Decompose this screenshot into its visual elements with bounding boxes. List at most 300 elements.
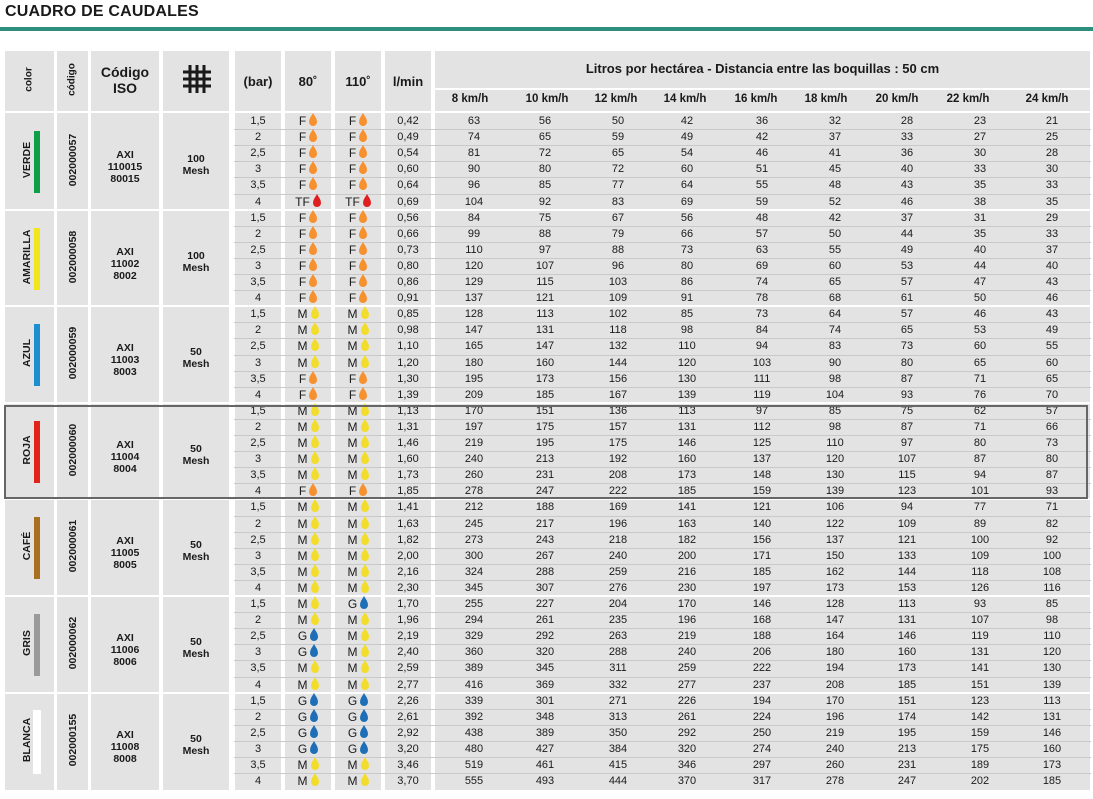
litros-value: 93 (900, 388, 914, 401)
litros-value: 88 (538, 227, 552, 240)
litros-value: 94 (900, 501, 914, 514)
litros-value: 294 (464, 614, 484, 627)
litros-value: 33 (1045, 227, 1059, 240)
litros-value: 46 (755, 147, 769, 160)
litros-value: 60 (973, 340, 987, 353)
iso-code: 11003 (110, 354, 140, 367)
nozzle-110-class (335, 499, 381, 515)
litros-value: 209 (464, 388, 484, 401)
drop-letter: M (297, 436, 308, 450)
drop-letter: F (348, 130, 357, 145)
litros-value: 113 (536, 308, 554, 321)
bar-value: 1,5 (250, 308, 266, 321)
litros-value: 87 (1045, 469, 1059, 482)
drop-letter: M (347, 774, 358, 789)
litros-value: 126 (970, 581, 990, 594)
litros-value: 78 (755, 292, 769, 305)
drop-letter: M (297, 339, 308, 354)
litros-value: 182 (677, 533, 697, 546)
color-swatch (34, 517, 40, 579)
header-speed: 16 km/h (734, 93, 778, 105)
litros-value: 110 (678, 340, 696, 353)
litros-value: 43 (900, 179, 914, 192)
litros-value: 29 (1045, 211, 1059, 224)
header-sub-separator (435, 88, 1090, 90)
litros-value: 46 (973, 308, 987, 321)
drop-letter: G (347, 725, 358, 740)
litros-value: 196 (677, 614, 697, 627)
lmin-value: 2,59 (397, 662, 419, 675)
iso-code: 80015 (110, 173, 140, 185)
drop-letter: M (347, 403, 358, 418)
drop-letter: M (347, 307, 358, 322)
roja-highlight-box (4, 405, 1088, 499)
litros-value: 56 (538, 115, 552, 127)
litros-value: 74 (467, 131, 481, 144)
droplet-icon (359, 229, 367, 239)
litros-value: 273 (464, 533, 484, 546)
litros-value: 260 (464, 469, 484, 482)
litros-value: 44 (973, 259, 987, 272)
drop-letter: M (297, 597, 308, 611)
nozzle-110-class (335, 290, 381, 306)
litros-value: 132 (608, 340, 628, 353)
drop-letter: M (297, 580, 308, 595)
drop-letter: M (297, 355, 308, 370)
litros-value: 350 (608, 726, 628, 739)
bar-value: 2 (254, 710, 262, 723)
droplet-icon (309, 229, 317, 239)
color-name: AMARILLA (21, 229, 33, 285)
litros-value: 67 (611, 211, 625, 224)
iso-code: 8003 (113, 366, 137, 379)
nozzle-110-class (335, 194, 381, 210)
litros-value: 226 (677, 694, 697, 707)
litros-value: 59 (611, 131, 625, 144)
droplet-icon (361, 567, 369, 577)
lmin-value: 1,73 (397, 469, 419, 482)
litros-value: 129 (464, 276, 484, 288)
litros-value: 56 (680, 211, 694, 224)
bar-value: 3 (254, 742, 262, 755)
bar-value: 4 (254, 195, 262, 208)
litros-value: 109 (897, 517, 917, 530)
lmin-value: 2,77 (397, 678, 419, 691)
litros-value: 74 (828, 324, 842, 337)
lmin-value: 2,16 (397, 565, 419, 578)
litros-value: 80 (973, 437, 987, 449)
mesh-label: Mesh (182, 648, 210, 660)
litros-value: 122 (825, 517, 845, 530)
droplet-icon (360, 696, 368, 706)
litros-value: 345 (464, 581, 484, 594)
lmin-value: 2,92 (397, 726, 419, 739)
litros-value: 97 (900, 437, 914, 449)
litros-value: 119 (971, 630, 989, 643)
drop-letter: M (347, 452, 358, 467)
litros-value: 278 (825, 775, 845, 788)
litros-value: 240 (825, 742, 845, 755)
litros-value: 197 (464, 420, 484, 433)
litros-value: 77 (973, 501, 987, 514)
litros-value: 94 (755, 340, 769, 353)
nozzle-80-class (285, 371, 331, 387)
litros-value: 71 (973, 420, 987, 433)
mesh-label: 50 (190, 539, 202, 552)
litros-value: 170 (464, 404, 484, 417)
droplet-icon (311, 502, 319, 512)
litros-value: 148 (752, 469, 772, 482)
header-codigo-iso: Código ISO (100, 64, 150, 96)
litros-value: 360 (464, 646, 484, 659)
litros-value: 461 (535, 759, 555, 771)
lmin-value: 0,91 (397, 292, 419, 305)
litros-value: 98 (828, 420, 842, 433)
litros-value: 80 (900, 356, 914, 369)
litros-value: 247 (897, 775, 917, 788)
drop-letter: M (347, 468, 358, 483)
litros-value: 195 (535, 437, 555, 449)
nozzle-110-class (335, 677, 381, 693)
litros-value: 159 (970, 726, 990, 739)
litros-value: 311 (609, 662, 627, 675)
drop-letter: G (297, 629, 308, 644)
litros-value: 71 (973, 372, 987, 385)
litros-value: 123 (970, 694, 990, 707)
litros-value: 195 (897, 726, 917, 739)
drop-letter: M (347, 339, 358, 354)
litros-value: 139 (825, 485, 845, 498)
droplet-icon (310, 696, 318, 706)
color-name: ROJA (21, 435, 33, 465)
color-swatch (34, 324, 40, 386)
litros-value: 146 (752, 598, 772, 610)
litros-value: 206 (752, 646, 772, 659)
droplet-icon (311, 535, 319, 545)
litros-value: 175 (535, 420, 555, 433)
drop-letter: F (348, 275, 357, 289)
nozzle-110-class (335, 226, 381, 242)
nozzle-110-class (335, 660, 381, 676)
droplet-icon (359, 164, 367, 174)
litros-value: 384 (608, 742, 628, 755)
drop-letter: M (347, 580, 358, 595)
drop-letter: F (348, 114, 357, 128)
drop-letter: F (298, 484, 307, 499)
litros-value: 99 (467, 227, 481, 240)
litros-value: 260 (825, 759, 845, 771)
litros-value: 120 (677, 356, 697, 369)
litros-value: 151 (535, 404, 555, 417)
litros-value: 57 (755, 227, 769, 240)
droplet-icon (359, 180, 367, 190)
lmin-value: 0,42 (397, 115, 419, 127)
litros-value: 144 (608, 356, 628, 369)
bar-value: 2,5 (250, 437, 266, 449)
header-speed: 8 km/h (451, 93, 489, 105)
droplet-icon (361, 615, 369, 625)
nozzle-80-class (285, 274, 331, 290)
bar-value: 2,5 (250, 243, 266, 256)
litros-value: 102 (608, 308, 628, 321)
litros-value: 156 (608, 372, 628, 385)
litros-value: 69 (680, 195, 694, 208)
litros-value: 174 (897, 710, 917, 723)
nozzle-110-class (335, 773, 381, 789)
litros-value: 139 (1042, 678, 1062, 691)
bar-value: 4 (254, 581, 262, 594)
litros-value: 120 (1042, 646, 1062, 659)
nozzle-110-class (335, 709, 381, 725)
litros-value: 108 (1042, 565, 1062, 578)
iso-code: AXI (116, 245, 134, 258)
litros-value: 49 (900, 243, 914, 256)
droplet-icon (360, 744, 368, 754)
nozzle-110-class (335, 113, 381, 129)
drop-letter: F (348, 291, 357, 306)
litros-value: 519 (464, 759, 484, 771)
litros-value: 156 (752, 533, 772, 546)
drop-letter: M (297, 677, 308, 692)
lmin-value: 0,54 (397, 147, 419, 160)
litros-value: 115 (898, 469, 916, 482)
litros-value: 317 (752, 775, 772, 788)
drop-letter: G (347, 597, 358, 611)
drop-letter: M (297, 758, 308, 772)
litros-value: 131 (970, 646, 990, 659)
droplet-icon (361, 341, 369, 351)
bar-value: 4 (254, 388, 262, 401)
litros-value: 185 (752, 565, 772, 578)
litros-value: 109 (970, 549, 990, 562)
drop-letter: M (297, 661, 308, 676)
litros-value: 74 (755, 276, 769, 288)
drop-letter: M (297, 500, 308, 515)
litros-value: 218 (608, 533, 628, 546)
nozzle-80-class (285, 773, 331, 789)
litros-value: 62 (973, 404, 987, 417)
mesh-label: Mesh (182, 165, 210, 177)
drop-letter: F (298, 242, 307, 257)
litros-value: 40 (900, 163, 914, 176)
litros-value: 51 (755, 163, 769, 176)
litros-value: 69 (755, 259, 769, 272)
bar-value: 4 (254, 485, 262, 498)
drop-letter: F (298, 210, 307, 225)
color-name: AZUL (21, 339, 33, 368)
header-speed: 22 km/h (946, 93, 990, 105)
litros-value: 189 (970, 759, 990, 771)
litros-value: 202 (970, 775, 990, 788)
drop-letter: M (297, 532, 308, 547)
droplet-icon (361, 325, 369, 335)
litros-value: 33 (1045, 179, 1059, 192)
litros-value: 163 (677, 517, 697, 530)
litros-value: 235 (608, 614, 628, 627)
litros-value: 107 (897, 453, 917, 466)
nozzle-80-class (285, 113, 331, 129)
litros-value: 173 (677, 469, 697, 482)
nozzle-80-class (285, 129, 331, 145)
codigo-number: 002000155 (67, 713, 79, 766)
nozzle-110-class (335, 338, 381, 354)
litros-value: 53 (973, 324, 987, 337)
drop-letter: G (297, 725, 308, 740)
litros-value: 83 (611, 195, 625, 208)
droplet-icon (309, 293, 317, 303)
codigo-number: 002000061 (67, 520, 79, 573)
drop-letter: F (348, 258, 357, 273)
nozzle-80-class (285, 532, 331, 548)
color-swatch (34, 614, 40, 676)
lmin-value: 3,70 (397, 775, 419, 788)
color-name: BLANCA (21, 717, 33, 762)
mesh-label: 100 (187, 249, 205, 262)
drop-letter: M (347, 758, 358, 772)
droplet-icon (309, 374, 317, 384)
litros-value: 61 (900, 292, 914, 305)
litros-value: 204 (608, 598, 628, 610)
nozzle-110-class (335, 242, 381, 258)
nozzle-110-class (335, 757, 381, 773)
droplet-icon (309, 180, 317, 190)
droplet-icon (309, 277, 317, 287)
litros-value: 130 (825, 469, 845, 482)
bar-value: 2 (254, 131, 262, 144)
litros-value: 237 (752, 678, 772, 691)
litros-value: 185 (897, 678, 917, 691)
litros-value: 173 (1042, 759, 1062, 771)
drop-letter: M (347, 419, 358, 434)
header-speed: 20 km/h (875, 93, 919, 105)
droplet-icon (361, 502, 369, 512)
drop-letter: G (347, 741, 358, 756)
litros-value: 57 (900, 308, 914, 321)
droplet-icon (309, 390, 317, 400)
litros-value: 219 (677, 630, 697, 643)
litros-value: 133 (897, 549, 917, 562)
mesh-label: Mesh (182, 454, 210, 467)
drop-letter: M (297, 774, 308, 789)
litros-value: 185 (677, 485, 697, 498)
droplet-icon (311, 358, 319, 368)
drop-letter: M (297, 323, 308, 338)
litros-value: 245 (464, 517, 484, 530)
drop-letter: F (348, 178, 357, 193)
droplet-icon (311, 551, 319, 561)
litros-value: 80 (538, 163, 552, 176)
litros-value: 53 (900, 259, 914, 272)
bar-value: 3,5 (250, 469, 266, 482)
litros-value: 113 (898, 598, 916, 610)
drop-letter: M (297, 548, 308, 563)
drop-letter: M (347, 564, 358, 579)
litros-value: 160 (897, 646, 917, 659)
litros-value: 389 (464, 662, 484, 675)
droplet-icon (311, 309, 319, 319)
litros-value: 123 (897, 485, 917, 498)
drop-letter: F (348, 226, 357, 241)
litros-value: 85 (538, 179, 552, 192)
droplet-icon (311, 519, 319, 529)
litros-value: 43 (1045, 308, 1059, 321)
litros-value: 35 (1045, 195, 1059, 208)
litros-value: 30 (973, 147, 987, 160)
nozzle-110-class (335, 210, 381, 226)
litros-value: 231 (535, 469, 555, 482)
litros-value: 50 (611, 115, 625, 127)
litros-value: 128 (825, 598, 845, 610)
lmin-value: 0,69 (397, 195, 419, 208)
litros-value: 144 (897, 565, 917, 578)
litros-value: 120 (825, 453, 845, 466)
litros-value: 79 (611, 227, 625, 240)
bar-value: 3 (254, 356, 262, 369)
droplet-icon (311, 583, 319, 593)
droplet-icon (359, 148, 367, 158)
litros-value: 75 (900, 404, 914, 417)
droplet-icon (359, 277, 367, 287)
lmin-value: 1,70 (397, 598, 419, 610)
droplet-icon (359, 374, 367, 384)
litros-value: 480 (464, 742, 484, 755)
litros-value: 96 (467, 179, 481, 192)
litros-value: 213 (897, 742, 917, 755)
lmin-value: 3,20 (397, 742, 419, 755)
lmin-value: 1,20 (397, 356, 419, 369)
nozzle-80-class (285, 242, 331, 258)
nozzle-80-class (285, 757, 331, 773)
litros-value: 42 (828, 211, 842, 224)
litros-value: 389 (535, 726, 555, 739)
litros-value: 300 (464, 549, 484, 562)
litros-value: 120 (464, 259, 484, 272)
litros-value: 68 (828, 292, 842, 305)
drop-letter: G (297, 693, 308, 708)
nozzle-80-class (285, 161, 331, 177)
iso-code: 11004 (110, 450, 140, 463)
droplet-icon (360, 712, 368, 722)
litros-value: 332 (608, 678, 628, 691)
litros-value: 23 (973, 115, 987, 127)
litros-value: 88 (611, 243, 625, 256)
droplet-icon (361, 535, 369, 545)
litros-value: 40 (1045, 259, 1059, 272)
litros-value: 84 (467, 211, 481, 224)
nozzle-110-class (335, 177, 381, 193)
drop-letter: F (298, 371, 307, 386)
drop-letter: F (298, 130, 307, 145)
litros-value: 217 (535, 517, 555, 530)
litros-value: 147 (464, 324, 484, 337)
litros-value: 28 (1045, 147, 1059, 160)
nozzle-80-class (285, 499, 331, 515)
litros-value: 444 (608, 775, 628, 788)
litros-value: 63 (755, 243, 769, 256)
nozzle-80-class (285, 725, 331, 741)
bar-value: 3,5 (250, 372, 266, 385)
litros-value: 277 (677, 678, 697, 691)
iso-code: 8006 (113, 656, 137, 668)
litros-value: 162 (825, 565, 845, 578)
litros-value: 197 (752, 581, 772, 594)
droplet-icon (311, 341, 319, 351)
litros-value: 86 (680, 276, 694, 288)
litros-value: 49 (680, 131, 694, 144)
litros-value: 107 (970, 614, 990, 627)
droplet-icon (309, 245, 317, 255)
drop-letter: F (298, 387, 307, 402)
